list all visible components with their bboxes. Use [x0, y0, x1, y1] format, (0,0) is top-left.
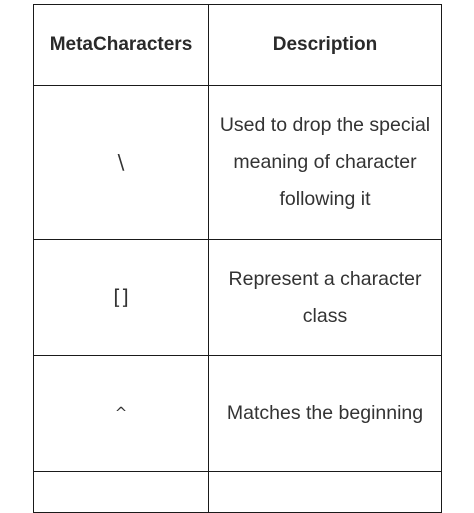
description-cell: Used to drop the special meaning of character following it [209, 86, 442, 240]
description-cell: Represent a character class [209, 240, 442, 356]
description-cell: Matches the beginning [209, 356, 442, 472]
table-row [34, 356, 442, 472]
metacharacter-cell: ^ [34, 356, 209, 472]
table-row [34, 86, 442, 240]
column-header-description: Description [209, 5, 442, 86]
metacharacter-cell: [] [34, 240, 209, 356]
metacharacter-cell: \ [34, 86, 209, 240]
column-header-metacharacters: MetaCharacters [34, 5, 209, 86]
metacharacters-table [33, 4, 442, 513]
table-row [34, 240, 442, 356]
header-row [34, 5, 442, 86]
metacharacters-table-container [33, 4, 441, 513]
table-body [34, 86, 442, 513]
table-header [34, 5, 442, 86]
